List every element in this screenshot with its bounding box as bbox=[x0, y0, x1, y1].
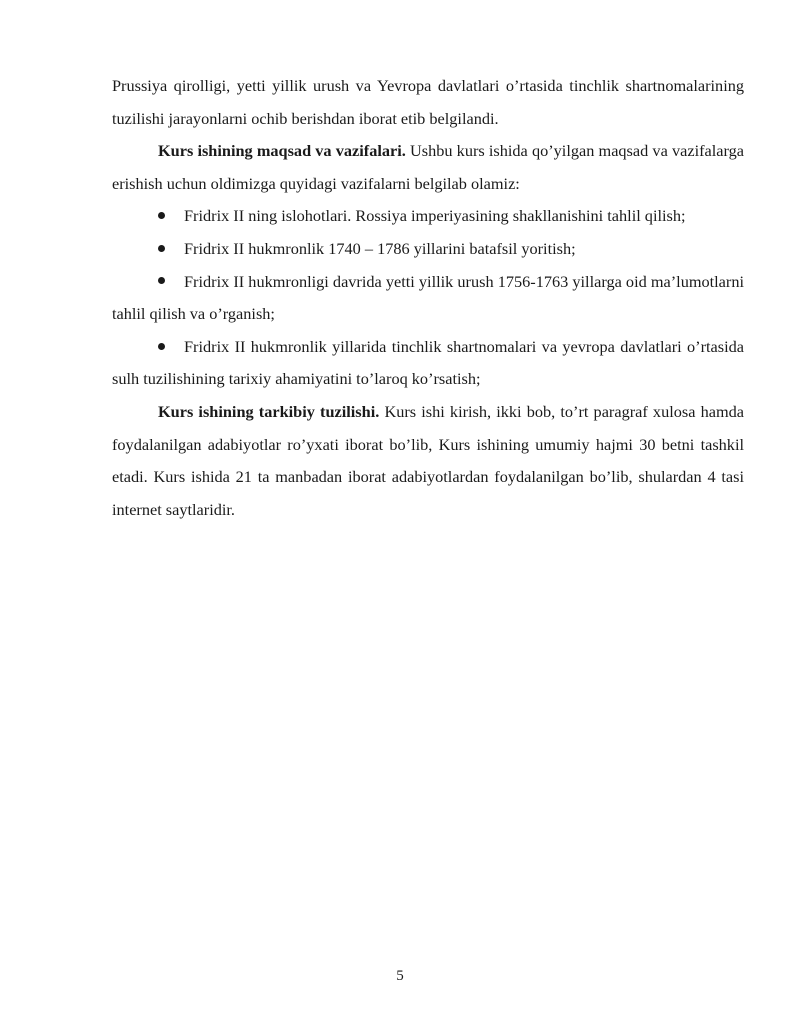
goals-text: Ushbu kurs ishida qo’yilgan maqsad va vazifalarga erishish uchun oldimizga quyidagi vazifalarni belgilab olamiz: bbox=[112, 141, 744, 193]
structure-paragraph bbox=[112, 396, 744, 526]
list-item-text: Fridrix II hukmronlik yillarida tinchlik shartnomalari va yevropa davlatlari o’rtasida sulh tuzilishining tarixiy ahamiyatini to’laroq ko’rsatish; bbox=[112, 336, 744, 389]
document-body bbox=[112, 70, 744, 526]
bullet-icon bbox=[158, 212, 165, 219]
list-item bbox=[112, 331, 744, 396]
intro-continuation-paragraph: Prussiya qirolligi, yetti yillik urush va Yevropa davlatlari o’rtasida tinchlik shartnomalarining tuzilishi jarayonlarni ochib berishdan iborat etib belgilandi. bbox=[112, 76, 744, 128]
list-item-text: Fridrix II ning islohotlari. Rossiya imperiyasining shakllanishini tahlil qilish; bbox=[184, 206, 686, 226]
page-number: 5 bbox=[396, 968, 404, 984]
list-item bbox=[112, 200, 744, 233]
bullet-icon bbox=[158, 343, 165, 350]
tasks-list bbox=[112, 200, 744, 396]
structure-text: Kurs ishi kirish, ikki bob, to’rt paragraf xulosa hamda foydalanilgan adabiyotlar ro’yxati iborat bo’lib, Kurs ishining umumiy hajmi 30 betni tashkil etadi. Kurs ishida 21 ta manbadan iborat adabiyotlardan foydalanilgan bo’lib, shulardan 4 tasi internet saytlaridir. bbox=[112, 401, 744, 519]
list-item bbox=[112, 233, 744, 266]
list-item-text: Fridrix II hukmronligi davrida yetti yillik urush 1756-1763 yillarga oid ma’lumotlarni tahlil qilish va o’rganish; bbox=[112, 271, 744, 324]
list-item-text: Fridrix II hukmronlik 1740 – 1786 yillarini batafsil yoritish; bbox=[184, 238, 576, 258]
goals-paragraph bbox=[112, 135, 744, 200]
bullet-icon bbox=[158, 277, 165, 284]
structure-heading: Kurs ishining tarkibiy tuzilishi. bbox=[158, 401, 380, 421]
list-item bbox=[112, 266, 744, 331]
bullet-icon bbox=[158, 245, 165, 252]
goals-heading: Kurs ishining maqsad va vazifalari. bbox=[158, 141, 406, 161]
